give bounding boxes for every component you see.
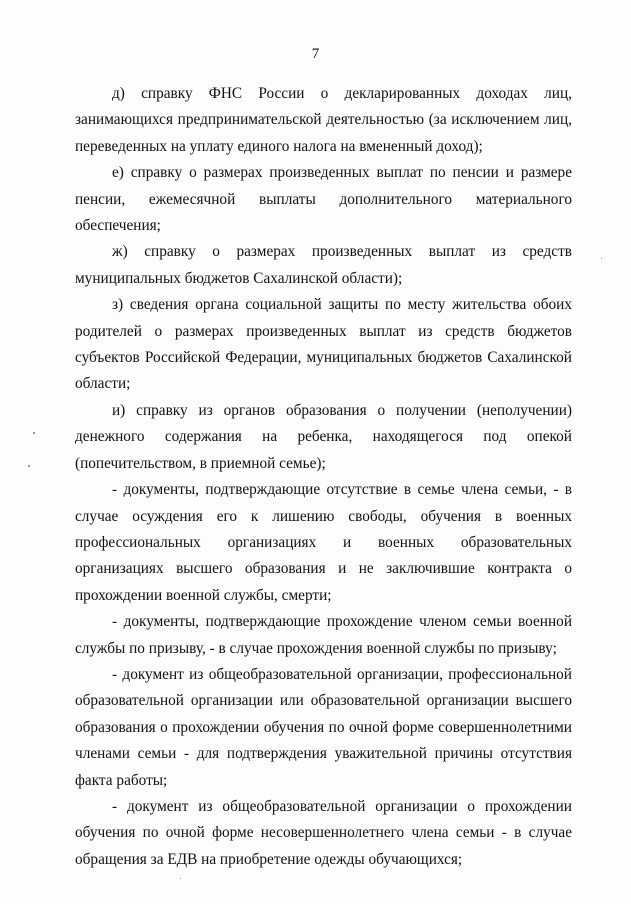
- paragraph-zh: ж) справку о размерах произведенных выплат из средств муниципальных бюджетов Сахалинской области);: [75, 243, 572, 287]
- paragraph-e: е) справку о размерах произведенных выплат по пенсии и размере пенсии, ежемесячной выплаты дополнительного материального обеспечения;: [75, 164, 572, 235]
- page-number: 7: [311, 46, 320, 62]
- paragraph-i: и) справку из органов образования о получении (неполучении) денежного содержания на ребенка, находящегося под опекой (попечительством, в приемной семье);: [75, 401, 572, 472]
- paragraph-absence-documents: - документы, подтверждающие отсутствие в семье члена семьи, - в случае осуждения его к лишению свободы, обучения в военных профессиональных организациях и военных образовательных организациях высшего образования и не заключившие контракта о прохождении военной службы, смерти;: [75, 481, 572, 604]
- paragraph-z: з) сведения органа социальной защиты по месту жительства обоих родителей о размерах произведенных выплат из средств бюджетов субъектов Российской Федерации, муниципальных бюджетов Сахалинской области;: [75, 296, 572, 393]
- scan-speck: [28, 465, 30, 467]
- scan-speck: [33, 432, 35, 434]
- paragraph-education-adult: - документ из общеобразовательной организации, профессиональной образовательной организации или образовательной организации высшего образования о прохождении обучения по очной форме совершеннолетними членами семьи - для подтверждения уважительной причины отсутствия факта работы;: [75, 665, 572, 789]
- document-body: [75, 81, 572, 873]
- paragraph-d: д) справку ФНС России о декларированных доходах лиц, занимающихся предпринимательской деятельностью (за исключением лиц, переведенных на уплату единого налога на вмененный доход);: [75, 85, 572, 155]
- paragraph-education-minor: - документ из общеобразовательной организации о прохождении обучения по очной форме несовершеннолетнего члена семьи - в случае обращения за ЕДВ на приобретение одежды обучающихся;: [75, 797, 572, 868]
- scan-speck: [601, 258, 602, 259]
- paragraph-military-service: - документы, подтверждающие прохождение членом семьи военной службы по призыву, - в случае прохождения военной службы по призыву;: [75, 613, 572, 657]
- scan-speck: [180, 878, 181, 879]
